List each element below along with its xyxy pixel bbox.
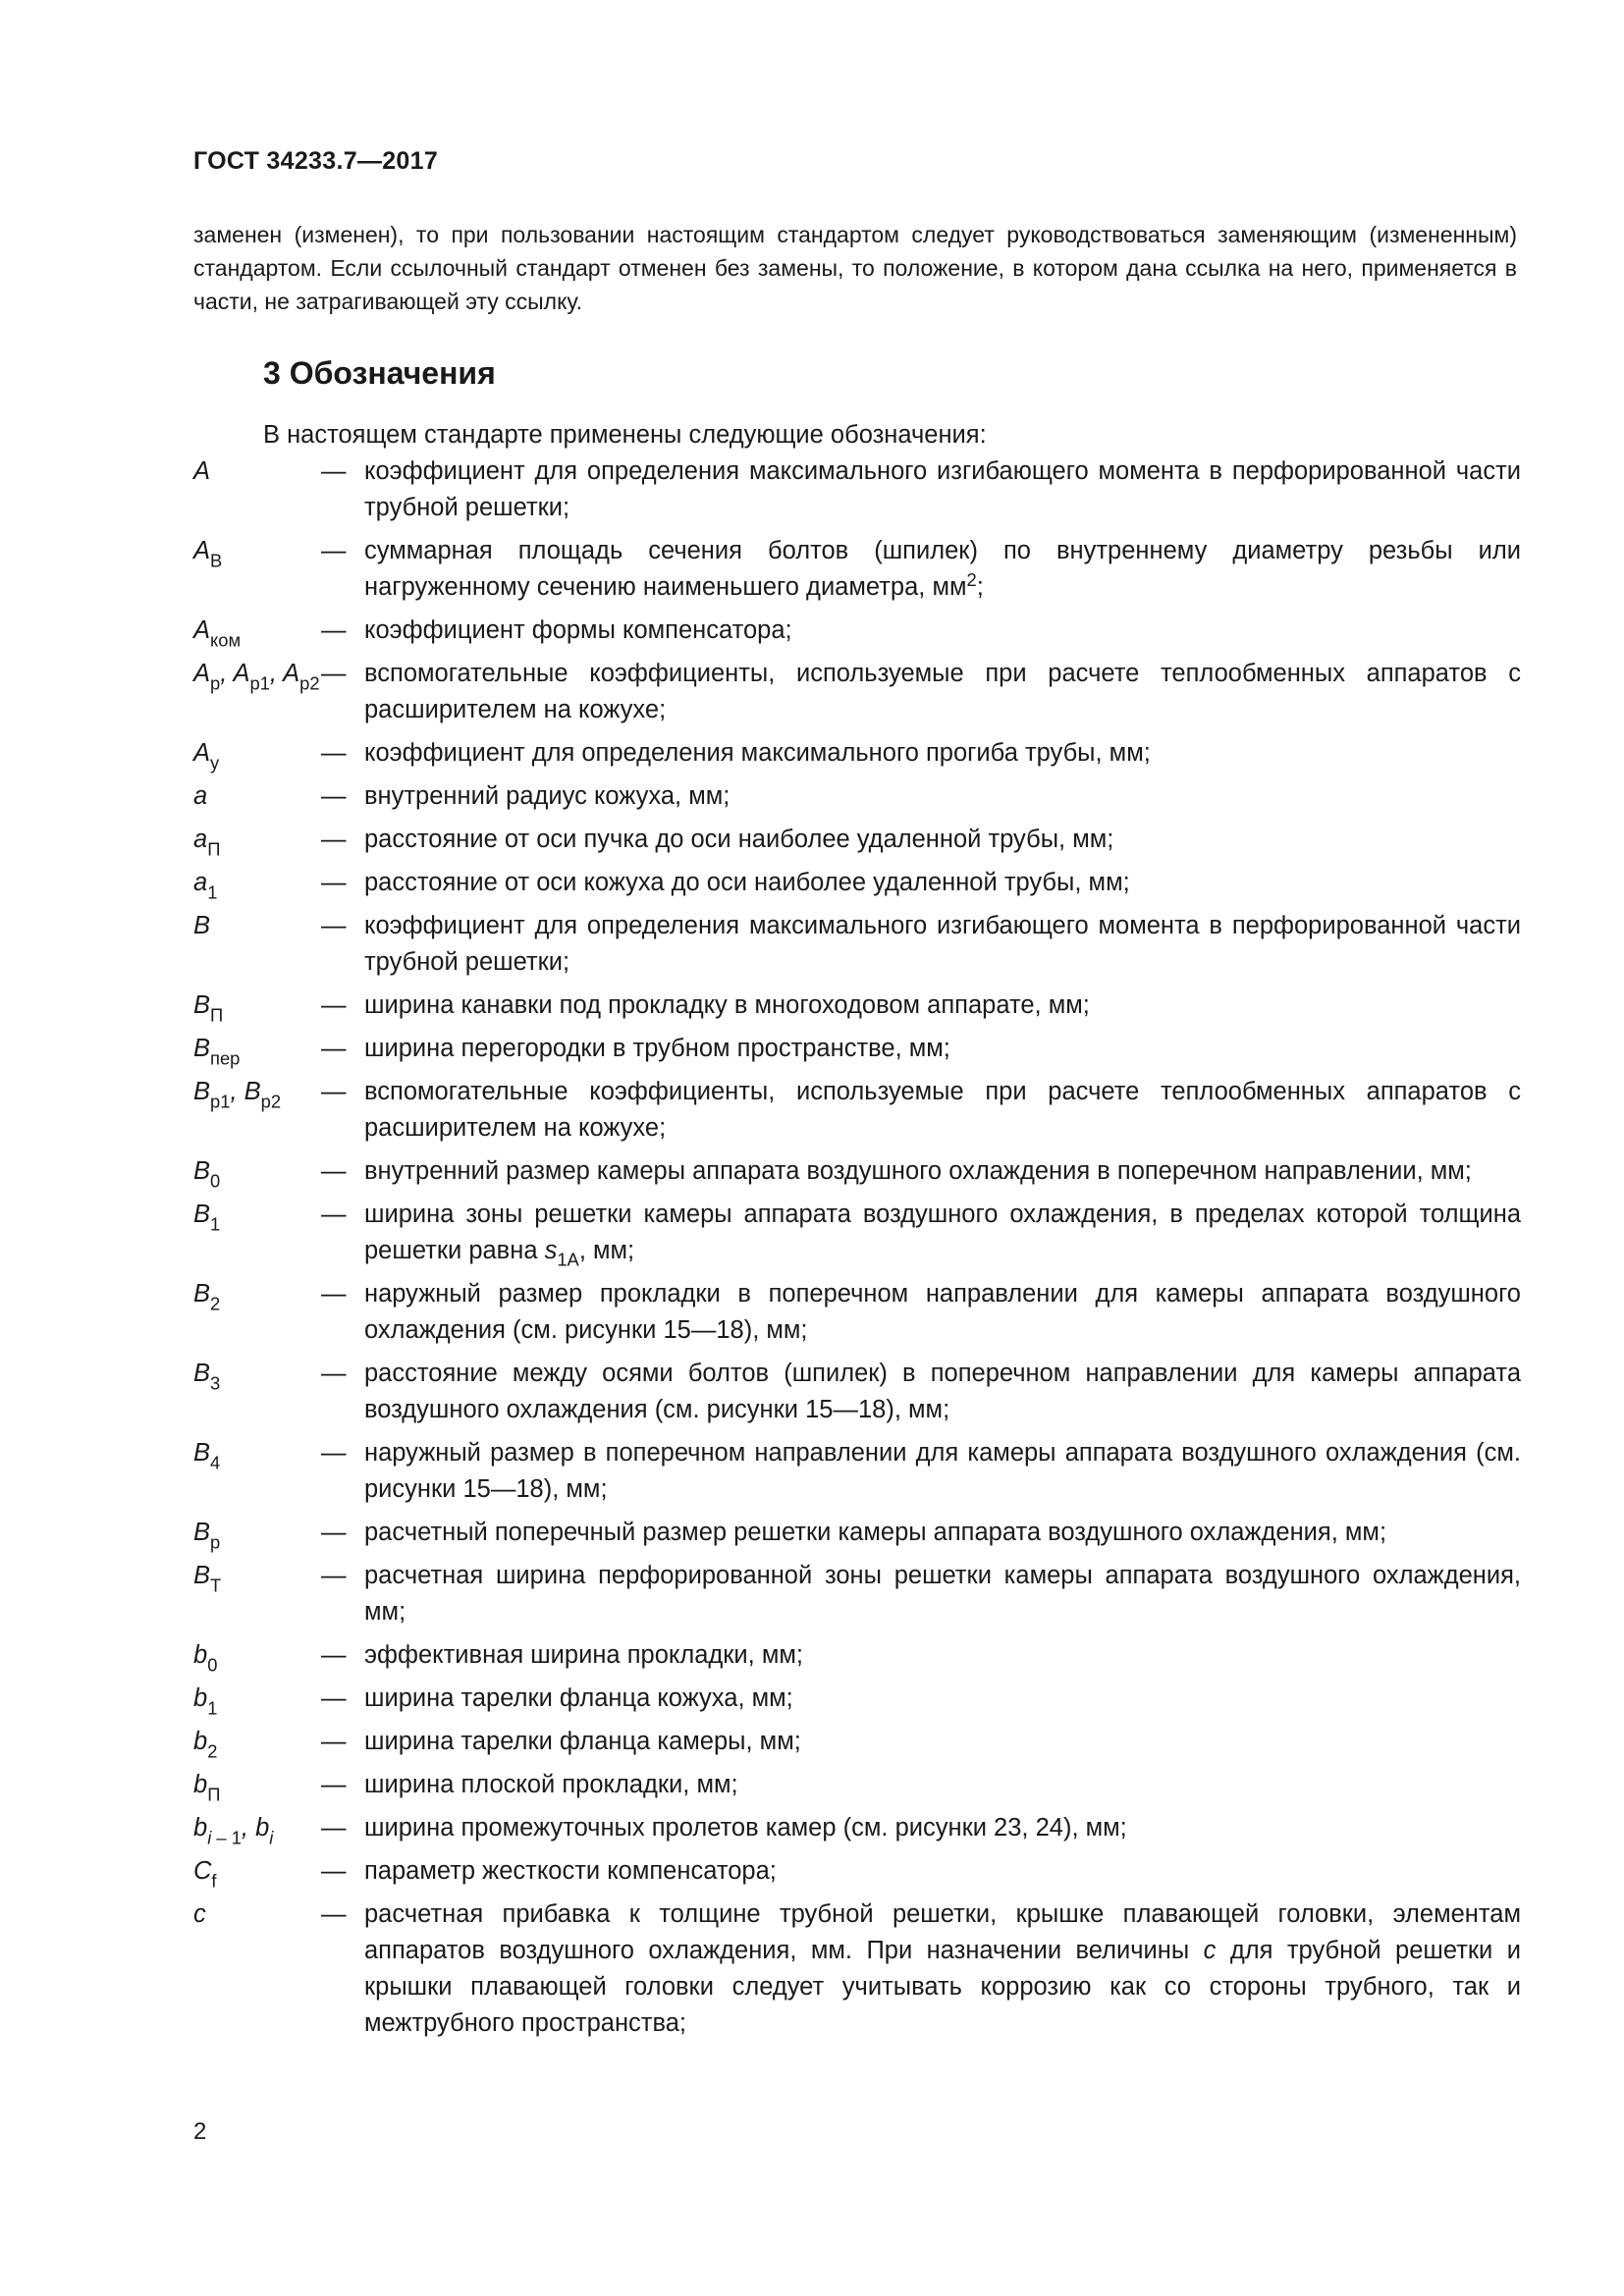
symbol-row <box>193 1356 1521 1428</box>
symbol: $b_1$ <box>193 1684 218 1719</box>
dash: — <box>321 826 347 853</box>
symbol-definition: расстояние между осями болтов (шпилек) в поперечном направлении для камеры аппарата воздушного охлаждения (см. рисунки 15—18), мм; <box>364 1360 1521 1423</box>
symbol: $B_{пер}$ <box>193 1035 241 1069</box>
symbol-row <box>193 735 1521 772</box>
symbol-row <box>193 1724 1521 1760</box>
dash: — <box>321 912 347 939</box>
symbol-definition: внутренний радиус кожуха, мм; <box>364 782 731 810</box>
symbol: $A_{ком}$ <box>193 616 242 651</box>
symbol: B <box>193 912 211 939</box>
symbol-definition: внутренний размер камеры аппарата воздушного охлаждения в поперечном направлении, мм; <box>364 1157 1472 1185</box>
section-lead: В настоящем стандарте применены следующие обозначения: <box>263 421 987 449</box>
symbol-row <box>193 1810 1521 1846</box>
symbol-definition: ширина промежуточных пролетов камер (см. рисунки 23, 24), мм; <box>364 1814 1127 1842</box>
symbol-definition: суммарная площадь сечения болтов (шпилек) по внутреннему диаметру резьбы или нагруженному сечению наименьшего диаметра, $мм^2$; <box>364 537 1521 601</box>
symbol-row <box>193 1896 1521 2042</box>
intro-paragraph: заменен (изменен), то при пользовании настоящим стандартом следует руководствоваться заменяющим (измененным) стандартом. Если ссылочный стандарт отменен без замены, то положение, в котором дана ссылка на него, применяется в части, не затрагивающей эту ссылку. <box>193 222 1517 314</box>
symbol: $b_{i - 1}$, $b_i$ <box>193 1814 274 1848</box>
dash: — <box>321 869 347 896</box>
symbol: $B_p$ <box>193 1519 221 1553</box>
symbol-row <box>193 1558 1521 1630</box>
symbol-row <box>193 613 1521 649</box>
symbol-row <box>193 1435 1521 1508</box>
dash: — <box>321 1728 347 1755</box>
symbol-row <box>193 1031 1521 1067</box>
symbol-definition: ширина плоской прокладки, мм; <box>364 1771 738 1798</box>
symbol-row <box>193 908 1521 981</box>
symbol-definition: ширина канавки под прокладку в многоходовом аппарате, мм; <box>364 991 1090 1019</box>
symbol-definition: ширина перегородки в трубном пространстве, мм; <box>364 1035 950 1062</box>
symbol-definition: параметр жесткости компенсатора; <box>364 1857 777 1885</box>
symbol: $B_3$ <box>193 1360 221 1394</box>
dash: — <box>321 660 347 687</box>
dash: — <box>321 1360 347 1387</box>
symbol: $a_П$ <box>193 826 221 860</box>
symbol: $B_2$ <box>193 1280 221 1314</box>
dash: — <box>321 1078 347 1105</box>
symbol-definition: вспомогательные коэффициенты, используемые при расчете теплообменных аппаратов с расширителем на кожухе; <box>364 660 1521 723</box>
symbol-definition: коэффициент для определения максимального прогиба трубы, мм; <box>364 739 1151 767</box>
symbol-definition: эффективная ширина прокладки, мм; <box>364 1641 803 1669</box>
symbol-row <box>193 1767 1521 1803</box>
dash: — <box>321 1035 347 1062</box>
symbol-row <box>193 1515 1521 1551</box>
symbol-definition: вспомогательные коэффициенты, используемые при расчете теплообменных аппаратов с расширителем на кожухе; <box>364 1078 1521 1142</box>
symbol-row <box>193 1276 1521 1349</box>
symbols-list <box>193 454 1521 2049</box>
symbol-row <box>193 656 1521 728</box>
symbol: $B_0$ <box>193 1157 221 1192</box>
dash: — <box>321 1439 347 1467</box>
symbol-row <box>193 988 1521 1024</box>
dash: — <box>321 537 347 564</box>
symbol-row <box>193 1853 1521 1890</box>
symbol-definition: расстояние от оси кожуха до оси наиболее удаленной трубы, мм; <box>364 869 1130 896</box>
document-code: ГОСТ 34233.7—2017 <box>193 147 439 175</box>
symbol: A <box>193 457 211 485</box>
symbol: c <box>193 1900 206 1928</box>
symbol: $B_T$ <box>193 1562 222 1596</box>
symbol: $A_B$ <box>193 537 223 571</box>
symbol-definition: ширина зоны решетки камеры аппарата воздушного охлаждения, в пределах которой толщина решетки равна $s_{1A}$, мм; <box>364 1201 1521 1270</box>
symbol-definition: расчетная прибавка к толщине трубной решетки, крышке плавающей головки, элементам аппаратов воздушного охлаждения, мм. При назначении величины c для трубной решетки и крышки плавающей головки следует учитывать коррозию как со стороны трубного, так и межтрубного пространства; <box>364 1900 1521 2037</box>
symbol-definition: наружный размер в поперечном направлении для камеры аппарата воздушного охлаждения (см. рисунки 15—18), мм; <box>364 1439 1521 1503</box>
symbol-definition: расстояние от оси пучка до оси наиболее удаленной трубы, мм; <box>364 826 1114 853</box>
symbol-definition: расчетная ширина перфорированной зоны решетки камеры аппарата воздушного охлаждения, мм; <box>364 1562 1521 1626</box>
symbol: a <box>193 782 208 810</box>
symbol-definition: расчетный поперечный размер решетки камеры аппарата воздушного охлаждения, мм; <box>364 1519 1387 1546</box>
symbol: $C_f$ <box>193 1857 217 1892</box>
symbol: $a_1$ <box>193 869 218 903</box>
dash: — <box>321 1814 347 1842</box>
symbol-definition: ширина тарелки фланца камеры, мм; <box>364 1728 801 1755</box>
dash: — <box>321 739 347 767</box>
symbol-definition: ширина тарелки фланца кожуха, мм; <box>364 1684 793 1712</box>
symbol-definition: наружный размер прокладки в поперечном направлении для камеры аппарата воздушного охлаждения (см. рисунки 15—18), мм; <box>364 1280 1521 1344</box>
symbol: $b_П$ <box>193 1771 221 1805</box>
dash: — <box>321 1641 347 1669</box>
dash: — <box>321 457 347 485</box>
symbol-definition: коэффициент для определения максимального изгибающего момента в перфорированной части трубной решетки; <box>364 912 1521 976</box>
dash: — <box>321 1857 347 1885</box>
page-number: 2 <box>193 2118 207 2145</box>
symbol-row <box>193 1197 1521 1269</box>
dash: — <box>321 991 347 1019</box>
symbol-row <box>193 1153 1521 1190</box>
dash: — <box>321 782 347 810</box>
symbol: $B_{p1}$, $B_{p2}$ <box>193 1078 282 1112</box>
dash: — <box>321 1157 347 1185</box>
symbol-row <box>193 1681 1521 1717</box>
symbol: $B_4$ <box>193 1439 221 1473</box>
symbol: $b_0$ <box>193 1641 218 1676</box>
dash: — <box>321 1519 347 1546</box>
section-title: 3 Обозначения <box>263 355 496 391</box>
dash: — <box>321 1201 347 1228</box>
symbol-row <box>193 1074 1521 1147</box>
symbol: $b_2$ <box>193 1728 218 1762</box>
symbol-row <box>193 533 1521 606</box>
dash: — <box>321 616 347 644</box>
symbol-row <box>193 454 1521 526</box>
symbol: $B_1$ <box>193 1201 221 1235</box>
symbol-row <box>193 822 1521 858</box>
dash: — <box>321 1684 347 1712</box>
symbol-row <box>193 778 1521 815</box>
dash: — <box>321 1900 347 1928</box>
symbol-row <box>193 865 1521 901</box>
dash: — <box>321 1280 347 1308</box>
symbol-definition: коэффициент формы компенсатора; <box>364 616 792 644</box>
symbol: $B_П$ <box>193 991 224 1026</box>
dash: — <box>321 1771 347 1798</box>
symbol: $A_p$, $A_{p1}$, $A_{p2}$ <box>193 660 320 694</box>
symbol-row <box>193 1637 1521 1674</box>
symbol-definition: коэффициент для определения максимального изгибающего момента в перфорированной части трубной решетки; <box>364 457 1521 521</box>
dash: — <box>321 1562 347 1589</box>
symbol: $A_y$ <box>193 739 220 774</box>
